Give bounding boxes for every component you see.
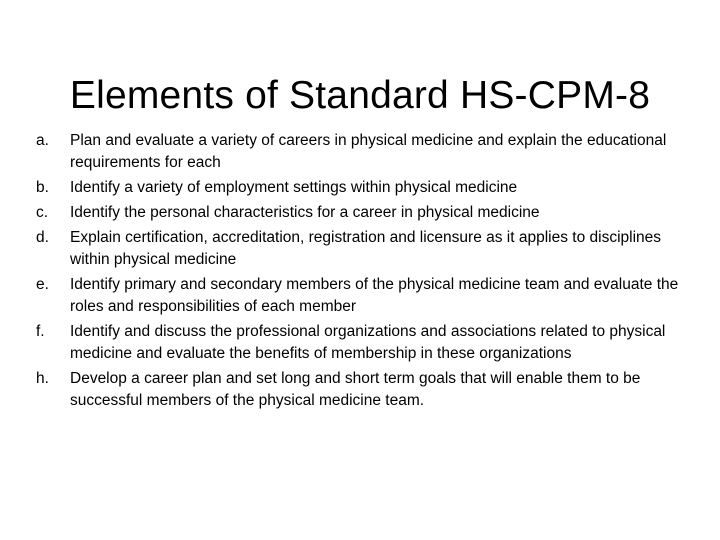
list-item-letter: e. <box>36 276 49 293</box>
list-item-letter: a. <box>36 132 49 149</box>
standard-elements-list <box>36 130 686 415</box>
list-item <box>36 227 686 271</box>
list-item-letter: d. <box>36 229 49 246</box>
list-item <box>36 130 686 174</box>
list-item <box>36 368 686 412</box>
list-item-letter: b. <box>36 179 49 196</box>
list-item-letter: c. <box>36 204 49 221</box>
list-item-letter: f. <box>36 323 45 340</box>
list-item-text: Identify primary and secondary members of the physical medicine team and evaluate the roles and responsibilities of each member <box>70 276 679 315</box>
list-item-text: Identify a variety of employment settings within physical medicine <box>70 179 518 196</box>
list-item-text: Identify the personal characteristics for a career in physical medicine <box>70 204 540 221</box>
list-item <box>36 321 686 365</box>
list-item-letter: h. <box>36 370 49 387</box>
list-item <box>36 274 686 318</box>
list-item-text: Explain certification, accreditation, registration and licensure as it applies to disciplines within physical medicine <box>70 229 662 268</box>
list-item-text: Identify and discuss the professional organizations and associations related to physical medicine and evaluate the benefits of membership in these organizations <box>70 323 666 362</box>
list-item <box>36 202 686 224</box>
list-item-text: Develop a career plan and set long and short term goals that will enable them to be successful members of the physical medicine team. <box>70 370 641 409</box>
list-item <box>36 177 686 199</box>
slide-title: Elements of Standard HS-CPM-8 <box>69 74 651 118</box>
list-item-text: Plan and evaluate a variety of careers in physical medicine and explain the educational requirements for each <box>70 132 667 171</box>
